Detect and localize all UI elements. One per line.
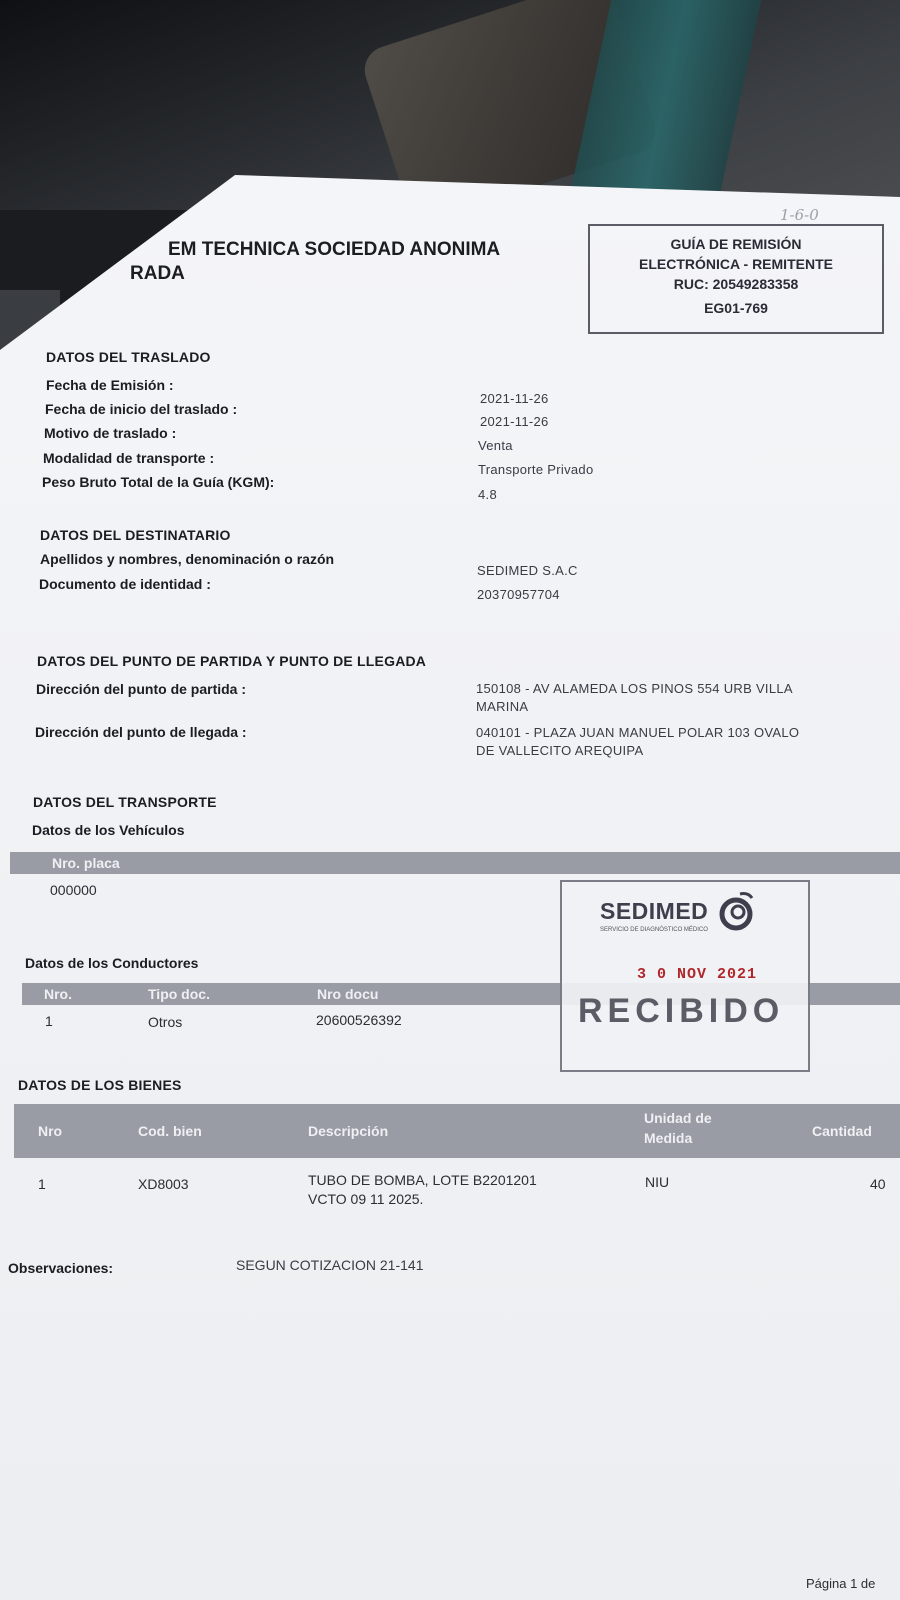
section-puntos-title: DATOS DEL PUNTO DE PARTIDA Y PUNTO DE LLEGADA xyxy=(37,653,427,669)
value-bien-nro: 1 xyxy=(38,1176,46,1192)
label-fecha-inicio: Fecha de inicio del traslado : xyxy=(45,401,238,417)
label-fecha-emision: Fecha de Emisión : xyxy=(46,377,174,393)
value-bien-unidad: NIU xyxy=(645,1174,670,1190)
guide-number: EG01-769 xyxy=(704,300,768,316)
header-conductor-tipo: Tipo doc. xyxy=(148,986,210,1002)
section-traslado-title: DATOS DEL TRASLADO xyxy=(46,349,211,365)
value-conductor-doc: 20600526392 xyxy=(316,1012,402,1028)
header-bien-unidad-line1: Unidad de xyxy=(644,1110,712,1126)
value-bien-cantidad: 40 xyxy=(870,1176,886,1192)
doc-title-line1: GUÍA DE REMISIÓN xyxy=(670,236,802,252)
vehiculos-subtitle: Datos de los Vehículos xyxy=(32,822,185,838)
document-id-box xyxy=(588,224,884,334)
stamp-received: RECIBIDO xyxy=(578,992,785,1030)
company-name-line2: RADA xyxy=(130,263,185,284)
value-bien-desc-line2: VCTO 09 11 2025. xyxy=(308,1191,424,1207)
bienes-table-header xyxy=(14,1104,900,1158)
header-bien-desc: Descripción xyxy=(308,1123,389,1139)
doc-title-line2: ELECTRÓNICA - REMITENTE xyxy=(639,256,833,272)
value-motivo: Venta xyxy=(478,438,513,453)
header-bien-unidad-line2: Medida xyxy=(644,1130,693,1146)
label-observaciones: Observaciones: xyxy=(8,1260,114,1276)
stamp-subtitle: SERVICIO DE DIAGNÓSTICO MÉDICO xyxy=(600,927,708,933)
value-bien-desc-line1: TUBO DE BOMBA, LOTE B2201201 xyxy=(308,1172,537,1188)
value-bien-cod: XD8003 xyxy=(138,1176,189,1192)
handwritten-note: 1-6-0 xyxy=(780,206,819,224)
value-razon-social: SEDIMED S.A.C xyxy=(477,563,578,578)
received-stamp xyxy=(560,880,810,1072)
value-documento-identidad: 20370957704 xyxy=(477,587,560,602)
value-punto-llegada-line2: DE VALLECITO AREQUIPA xyxy=(476,743,644,758)
label-punto-llegada: Dirección del punto de llegada : xyxy=(35,724,247,740)
value-punto-partida-line1: 150108 - AV ALAMEDA LOS PINOS 554 URB VILLA xyxy=(476,681,793,696)
header-conductor-nro: Nro. xyxy=(44,986,72,1002)
stamp-date: 3 0 NOV 2021 xyxy=(637,966,758,983)
section-destinatario-title: DATOS DEL DESTINATARIO xyxy=(40,527,231,543)
label-documento-identidad: Documento de identidad : xyxy=(39,576,211,592)
value-observaciones: SEGUN COTIZACION 21-141 xyxy=(236,1257,424,1273)
page-number: Página 1 de xyxy=(806,1576,876,1591)
label-punto-partida: Dirección del punto de partida : xyxy=(36,681,247,697)
label-razon-social: Apellidos y nombres, denominación o razón xyxy=(40,551,335,567)
vehiculos-table-header xyxy=(10,852,900,874)
header-bien-nro: Nro xyxy=(38,1123,63,1139)
ruc-number: RUC: 20549283358 xyxy=(673,276,799,292)
header-conductor-doc: Nro docu xyxy=(317,986,379,1002)
value-punto-partida-line2: MARINA xyxy=(476,699,529,714)
value-peso-bruto: 4.8 xyxy=(478,487,497,502)
value-modalidad: Transporte Privado xyxy=(478,462,594,477)
label-modalidad: Modalidad de transporte : xyxy=(43,450,215,466)
section-bienes-title: DATOS DE LOS BIENES xyxy=(18,1077,182,1093)
value-conductor-nro: 1 xyxy=(45,1013,53,1029)
header-bien-cod: Cod. bien xyxy=(138,1123,202,1139)
conductores-subtitle: Datos de los Conductores xyxy=(25,955,199,971)
value-fecha-emision: 2021-11-26 xyxy=(480,391,549,406)
section-transporte-title: DATOS DEL TRANSPORTE xyxy=(33,794,217,810)
stamp-logo-icon xyxy=(718,890,758,934)
value-nro-placa: 000000 xyxy=(50,882,97,898)
value-fecha-inicio: 2021-11-26 xyxy=(480,414,549,429)
header-nro-placa: Nro. placa xyxy=(52,855,120,871)
label-motivo: Motivo de traslado : xyxy=(44,425,177,441)
label-peso-bruto: Peso Bruto Total de la Guía (KGM): xyxy=(42,474,275,490)
header-bien-cantidad: Cantidad xyxy=(812,1123,872,1139)
value-conductor-tipo: Otros xyxy=(148,1014,183,1030)
company-name-line1: EM TECHNICA SOCIEDAD ANONIMA xyxy=(168,239,501,260)
value-punto-llegada-line1: 040101 - PLAZA JUAN MANUEL POLAR 103 OVALO xyxy=(476,725,800,740)
stamp-brand: SEDIMED xyxy=(600,898,709,924)
